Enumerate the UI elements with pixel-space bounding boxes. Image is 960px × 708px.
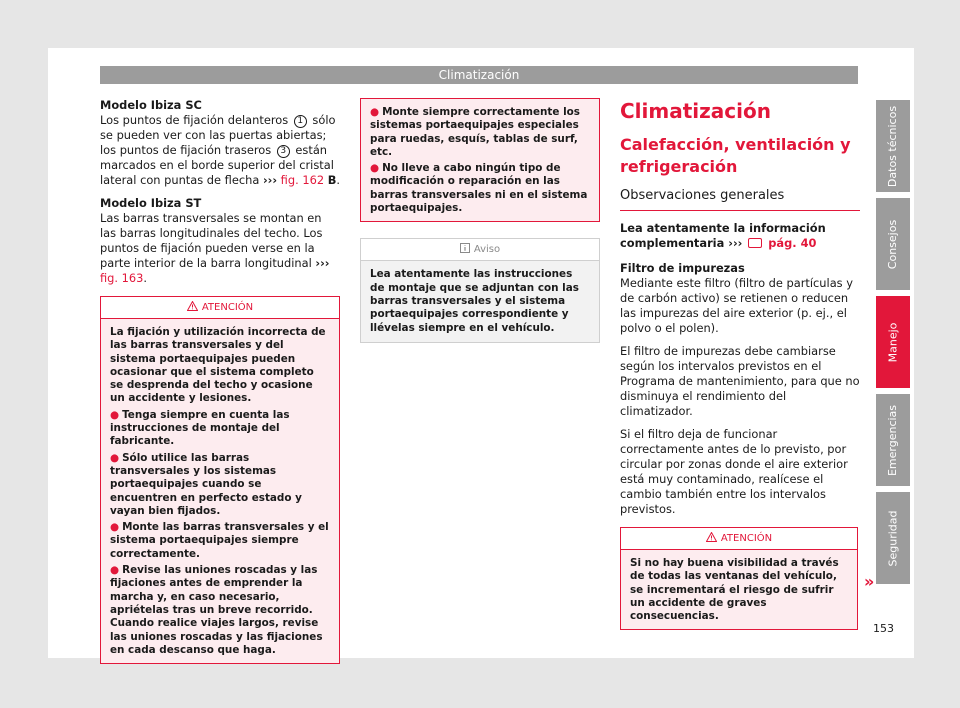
fig-163-link[interactable]: fig. 163: [100, 271, 144, 285]
continue-arrow-icon: »: [864, 572, 875, 591]
warning-box: [100, 296, 340, 664]
list-item: ● Tenga siempre en cuenta las instrucciones de montaje del fabricante.: [110, 408, 290, 448]
bullet-icon: ●: [110, 451, 120, 464]
warning-box: [620, 527, 858, 630]
warning-body: [101, 319, 339, 663]
bullet-icon: ●: [370, 162, 380, 175]
subsection-title: Observaciones generales: [620, 186, 860, 211]
list-item: ● Monte las barras transversales y el sistema portaequipajes siempre correctamente.: [110, 521, 329, 560]
note-body: Lea atentamente las instrucciones de montaje que se adjuntan con las barras transversales y el sistema portaequipajes correspondiente y llévelas siempre en el vehículo.: [370, 268, 579, 334]
ibiza-sc-heading: Modelo Ibiza SC: [100, 98, 202, 112]
column-2: [360, 98, 600, 343]
list-item: ● Sólo utilice las barras transversales y los sistemas portaequipajes cuando se encuentren en perfecto estado y vayan bien fijados.: [110, 451, 302, 517]
warning-icon: [187, 301, 198, 311]
tab-emergencias[interactable]: Emergencias: [876, 394, 910, 486]
tab-seguridad[interactable]: Seguridad: [876, 492, 910, 584]
column-1: [100, 98, 340, 664]
list-item: ● Revise las uniones roscadas y las fijaciones antes de emprender la marcha y, en caso necesario, apriételas tras un breve recorrido. Cuando realice viajes largos, revise las uniones roscadas y las fijaciones en cada descanso que haga.: [110, 564, 323, 656]
tab-consejos[interactable]: Consejos: [876, 198, 910, 290]
arrows: ›››: [262, 173, 278, 187]
tab-manejo[interactable]: Manejo: [876, 296, 910, 388]
info-icon: [460, 243, 470, 253]
read-more-text: Lea atentamente la información complementaria ››› pág. 40: [620, 221, 826, 250]
column-3: [620, 98, 860, 630]
bullet-icon: ●: [110, 564, 120, 577]
paragraph: El filtro de impurezas debe cambiarse según los intervalos previstos en el Programa de mantenimiento, para que no disminuya el rendimiento del climatizador.: [620, 344, 860, 418]
warning-body: [361, 99, 599, 221]
bullet-icon: ●: [110, 521, 120, 534]
ibiza-st-text: Las barras transversales se montan en las barras longitudinales del techo. Los puntos de fijación pueden verse en la parte interior de la barra longitudinal ››› fig. 163.: [100, 211, 330, 285]
paragraph: Si el filtro deja de funcionar correctamente antes de lo previsto, por circular por zonas donde el aire exterior está muy contaminado, realícese el cambio también entre los intervalos previstos.: [620, 427, 848, 516]
list-item: ● No lleve a cabo ningún tipo de modificación o reparación en las barras transversales ni en el sistema portaequipajes.: [370, 162, 588, 215]
page-40-link[interactable]: pág. 40: [768, 236, 817, 250]
ibiza-sc-text: Los puntos de fijación delanteros 1 sólo se pueden ver con las puertas abiertas; los puntos de fijación traseros 3 están marcados en el borde superior del cristal lateral con puntas de flecha ››› fig. 162 B.: [100, 113, 340, 187]
warning-box-continued: [360, 98, 600, 222]
page-title: Climatización: [620, 99, 771, 123]
arrows: ›››: [315, 256, 330, 270]
book-icon: [748, 238, 762, 248]
marker-3: 3: [277, 145, 290, 158]
bullet-icon: ●: [110, 408, 120, 421]
fig-162-link[interactable]: fig. 162: [280, 173, 325, 187]
bullet-icon: ●: [370, 106, 380, 118]
filter-heading: Filtro de impurezas: [620, 261, 745, 275]
list-item: ● Monte siempre correctamente los sistemas portaequipajes especiales para ruedas, esquís, tablas de surf, etc.: [370, 106, 580, 158]
warning-icon: [706, 532, 717, 542]
note-box: [360, 238, 600, 342]
tab-datos-tecnicos[interactable]: Datos técnicos: [876, 100, 910, 192]
warning-intro: La fijación y utilización incorrecta de las barras transversales y del sistema portaequipajes pueden ocasionar que el sistema completo se desprenda del techo y ocasione un accidente y lesiones.: [110, 326, 326, 405]
warning-body: Si no hay buena visibilidad a través de todas las ventanas del vehículo, se incrementará el riesgo de sufrir un accidente de graves consecuencias.: [630, 557, 839, 623]
section-title: Calefacción, ventilación y refrigeración: [620, 135, 851, 176]
warning-header: ATENCIÓN: [621, 528, 857, 550]
paragraph: Mediante este filtro (filtro de partículas y de carbón activo) se retienen o reducen las impurezas del aire exterior (p. ej., el polvo o el polen).: [620, 276, 853, 335]
marker-1: 1: [294, 115, 307, 128]
ibiza-st-heading: Modelo Ibiza ST: [100, 196, 202, 210]
page-number: 153: [873, 622, 894, 635]
warning-header: ATENCIÓN: [101, 297, 339, 319]
note-header: Aviso: [361, 239, 599, 261]
chapter-header: Climatización: [100, 66, 858, 84]
